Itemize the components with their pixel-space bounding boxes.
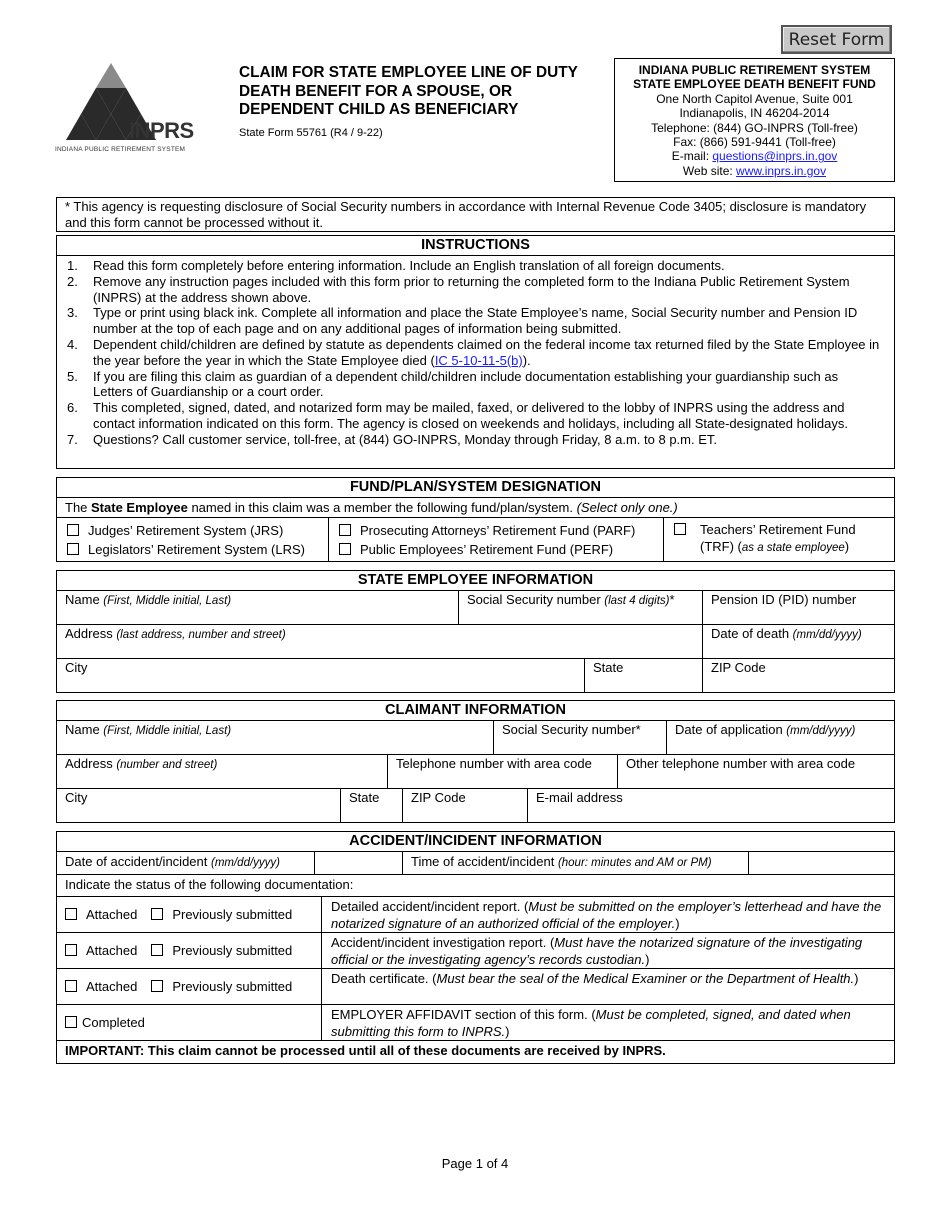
checkbox-icon[interactable] xyxy=(339,524,351,536)
doc-row-3-status xyxy=(57,969,322,1005)
agency-fund: STATE EMPLOYEE DEATH BENEFIT FUND xyxy=(633,77,876,92)
trf-label: Teachers’ Retirement Fund xyxy=(700,522,856,537)
agency-fax: Fax: (866) 591-9441 (Toll-free) xyxy=(673,135,836,150)
accident-section xyxy=(56,831,895,1064)
doc-text: Detailed accident/incident report. ( xyxy=(331,899,529,914)
instruction-item xyxy=(65,337,880,369)
checkbox-icon[interactable] xyxy=(65,908,77,920)
hint: (hour: minutes and AM or PM) xyxy=(557,857,712,869)
instruction-item xyxy=(65,400,880,432)
label: ZIP Code xyxy=(711,660,766,675)
trf-label-line2 xyxy=(674,538,894,557)
instruction-item xyxy=(65,274,880,306)
required-star: * xyxy=(669,592,675,607)
claimant-ssn-field[interactable] xyxy=(494,721,667,755)
claimant-other-phone-field[interactable] xyxy=(618,755,894,789)
form-header xyxy=(239,64,609,139)
agency-contact-box xyxy=(614,58,895,182)
hint: (mm/dd/yyyy) xyxy=(210,857,280,869)
label: Attached xyxy=(86,943,138,958)
label: State xyxy=(349,790,380,805)
agency-name: INDIANA PUBLIC RETIREMENT SYSTEM xyxy=(638,63,871,77)
fund-desc-mid: named in this claim was a member the following fund/plan/system. xyxy=(187,500,577,515)
trf-line2: (TRF) ( xyxy=(700,539,742,554)
employee-name-field[interactable] xyxy=(57,591,459,625)
instruction-number: 1. xyxy=(67,258,78,273)
instruction-text-end: ). xyxy=(522,352,531,368)
fund-col-3 xyxy=(664,518,894,561)
completed-checkbox[interactable] xyxy=(65,1015,145,1031)
hint: (number and street) xyxy=(116,759,218,771)
hint: (First, Middle initial, Last) xyxy=(103,725,232,737)
previously-submitted-checkbox[interactable] xyxy=(151,907,292,923)
doc-text: Accident/incident investigation report. ( xyxy=(331,935,555,950)
claimant-title: CLAIMANT INFORMATION xyxy=(57,701,894,721)
label: State xyxy=(593,660,624,675)
checkbox-jrs[interactable] xyxy=(67,521,328,540)
email-label: E-mail: xyxy=(671,149,713,164)
employee-state-field[interactable] xyxy=(585,659,703,692)
label: City xyxy=(65,790,88,805)
inprs-logo xyxy=(55,62,194,157)
instruction-number: 2. xyxy=(67,273,78,289)
accident-time-label xyxy=(403,852,749,875)
instruction-item xyxy=(65,432,880,448)
trf-italic: as a state employee xyxy=(741,542,845,554)
jrs-label: Judges’ Retirement System (JRS) xyxy=(88,523,284,538)
doc-close: ) xyxy=(854,971,859,986)
label: Date of accident/incident xyxy=(65,854,211,869)
fund-col-1 xyxy=(57,518,329,561)
instruction-text: Dependent child/children are defined by statute as dependents claimed on the federal income tax returned filed by the State Employee in the year before the year in which the State Employee died ( xyxy=(93,336,880,368)
checkbox-icon[interactable] xyxy=(674,523,686,535)
doc-row-1-status xyxy=(57,897,322,933)
email-link[interactable]: questions@inprs.in.gov xyxy=(712,149,838,164)
doc-italic: Must be submitted on the employer’s letterhead and have the notarized signature of an authorized official of the employer. xyxy=(331,899,882,931)
claimant-email-field[interactable] xyxy=(528,789,894,822)
fund-description xyxy=(57,498,894,518)
instructions-list xyxy=(57,256,894,448)
employee-title: STATE EMPLOYEE INFORMATION xyxy=(57,571,894,591)
web-label: Web site: xyxy=(682,163,737,178)
doc-text: Death certificate. ( xyxy=(331,971,437,986)
website-link[interactable]: www.inprs.in.gov xyxy=(736,163,827,178)
accident-date-label xyxy=(57,852,315,875)
checkbox-icon[interactable] xyxy=(151,944,163,956)
employee-ssn-field[interactable] xyxy=(459,591,703,625)
checkbox-icon[interactable] xyxy=(339,543,351,555)
label: Address xyxy=(65,626,117,641)
instruction-item xyxy=(65,369,880,401)
trf-close: ) xyxy=(844,539,850,554)
reset-form-button[interactable]: Reset Form xyxy=(781,25,892,54)
doc-italic: Must bear the seal of the Medical Examiner or the Department of Health. xyxy=(436,971,855,986)
label: Time of accident/incident xyxy=(411,854,558,869)
doc-close: ) xyxy=(675,915,680,931)
claimant-city-field[interactable] xyxy=(57,789,341,822)
date-of-death-field[interactable] xyxy=(703,625,894,659)
instruction-text: Remove any instruction pages included with this form prior to returning the completed form to the Indiana Public Retirement System (INPRS) at the address shown above. xyxy=(93,273,850,305)
label: Telephone number with area code xyxy=(396,756,592,771)
label: City xyxy=(65,660,88,675)
claimant-state-field[interactable] xyxy=(341,789,403,822)
checkbox-icon[interactable] xyxy=(151,908,163,920)
employee-city-field[interactable] xyxy=(57,659,585,692)
claimant-name-field[interactable] xyxy=(57,721,494,755)
attached-checkbox[interactable] xyxy=(65,907,137,923)
accident-time-input[interactable] xyxy=(749,852,894,875)
form-number: State Form 55761 (R4 / 9-22) xyxy=(239,126,383,139)
checkbox-parf[interactable] xyxy=(339,521,663,540)
accident-date-input[interactable] xyxy=(315,852,403,875)
label: Social Security number* xyxy=(502,722,641,737)
claimant-phone-field[interactable] xyxy=(388,755,618,789)
doc-row-4-status xyxy=(57,1005,322,1041)
fund-title: FUND/PLAN/SYSTEM DESIGNATION xyxy=(57,478,894,498)
doc-row-2-status xyxy=(57,933,322,969)
instruction-item xyxy=(65,258,880,274)
fund-desc-italic: (Select only one.) xyxy=(576,500,678,515)
checkbox-perf[interactable] xyxy=(339,540,663,559)
agency-email-line xyxy=(615,149,894,163)
important-notice: IMPORTANT: This claim cannot be processed until all of these documents are received by INPRS. xyxy=(65,1043,666,1058)
instruction-item xyxy=(65,305,880,337)
instruction-number: 7. xyxy=(67,431,78,447)
label: Attached xyxy=(86,979,138,994)
hint: (First, Middle initial, Last) xyxy=(103,595,232,607)
label: Pension ID (PID) number xyxy=(711,592,857,607)
checkbox-icon[interactable] xyxy=(67,524,79,536)
instruction-number: 3. xyxy=(67,305,78,321)
hint: (last 4 digits) xyxy=(604,595,670,607)
doc-row-4-description xyxy=(322,1005,894,1041)
fund-col-2 xyxy=(329,518,664,561)
agency-web-line xyxy=(615,164,894,178)
fund-desc-pre: The xyxy=(65,500,92,515)
page-number: Page 1 of 4 xyxy=(441,1156,509,1171)
claimant-zip-field[interactable] xyxy=(403,789,528,822)
hint: (mm/dd/yyyy) xyxy=(786,725,856,737)
fund-desc-bold: State Employee xyxy=(91,500,188,515)
label: Attached xyxy=(86,907,138,922)
doc-italic: Must have the notarized signature of the investigating official or the investigating agency’s records custodian. xyxy=(331,935,863,967)
statute-link[interactable]: IC 5-10-11-5(b) xyxy=(434,352,523,368)
perf-label: Public Employees’ Retirement Fund (PERF) xyxy=(360,542,614,557)
label: Address xyxy=(65,756,117,771)
label: Completed xyxy=(82,1015,145,1030)
doc-close: ) xyxy=(645,951,650,967)
checkbox-icon[interactable] xyxy=(65,944,77,956)
instruction-number: 6. xyxy=(67,400,78,416)
label: E-mail address xyxy=(536,790,623,805)
label: Previously submitted xyxy=(172,907,293,922)
checkbox-icon[interactable] xyxy=(67,543,79,555)
claimant-section xyxy=(56,700,895,823)
employee-pid-field[interactable] xyxy=(703,591,894,625)
form-title: CLAIM FOR STATE EMPLOYEE LINE OF DUTY DEATH BENEFIT FOR A SPOUSE, OR DEPENDENT CHILD AS BENEFICIARY xyxy=(239,64,578,118)
documentation-status-label: Indicate the status of the following documentation: xyxy=(57,875,894,897)
accident-title: ACCIDENT/INCIDENT INFORMATION xyxy=(57,832,894,852)
label: ZIP Code xyxy=(411,790,466,805)
instruction-number: 4. xyxy=(67,336,78,352)
state-employee-section xyxy=(56,570,895,693)
instruction-text: Type or print using black ink. Complete all information and place the State Employee’s name, Social Security number and Pension ID number at the top of each page and on any additional pages of information being submitted. xyxy=(93,305,858,337)
doc-row-2-description xyxy=(322,933,894,969)
logo-subtext: INDIANA PUBLIC RETIREMENT SYSTEM xyxy=(55,146,186,153)
label: Previously submitted xyxy=(172,943,293,958)
checkbox-trf[interactable] xyxy=(674,521,894,538)
doc-row-1-description xyxy=(322,897,894,933)
label: Other telephone number with area code xyxy=(626,756,856,771)
label: Social Security number xyxy=(467,592,605,607)
label: Date of death xyxy=(711,626,793,641)
employee-zip-field[interactable] xyxy=(703,659,894,692)
previously-submitted-checkbox[interactable] xyxy=(151,943,292,959)
employee-address-field[interactable] xyxy=(57,625,703,659)
instruction-number: 5. xyxy=(67,368,78,384)
label: Name xyxy=(65,722,104,737)
lrs-label: Legislators’ Retirement System (LRS) xyxy=(88,542,305,557)
attached-checkbox[interactable] xyxy=(65,943,137,959)
label: Name xyxy=(65,592,104,607)
checkbox-icon[interactable] xyxy=(65,1016,77,1028)
fund-designation-section xyxy=(56,477,895,562)
checkbox-icon[interactable] xyxy=(65,980,77,992)
attached-checkbox[interactable] xyxy=(65,979,137,995)
hint: (mm/dd/yyyy) xyxy=(792,629,862,641)
doc-row-3-description xyxy=(322,969,894,1005)
previously-submitted-checkbox[interactable] xyxy=(151,979,292,995)
checkbox-icon[interactable] xyxy=(151,980,163,992)
ssn-disclosure-notice: * This agency is requesting disclosure of Social Security numbers in accordance with Internal Revenue Code 3405; disclosure is mandatory and this form cannot be processed without it. xyxy=(56,197,895,232)
instruction-text: If you are filing this claim as guardian of a dependent child/children include documentation establishing your guardianship such as Letters of Guardianship or a court order. xyxy=(93,368,839,400)
instruction-text: Questions? Call customer service, toll-free, at (844) GO-INPRS, Monday through Friday, 8 a.m. to 8 p.m. ET. xyxy=(93,431,717,447)
date-of-application-field[interactable] xyxy=(667,721,894,755)
doc-text: EMPLOYER AFFIDAVIT section of this form. ( xyxy=(331,1007,596,1022)
parf-label: Prosecuting Attorneys’ Retirement Fund (PARF) xyxy=(360,523,636,538)
checkbox-lrs[interactable] xyxy=(67,540,328,559)
label: Date of application xyxy=(675,722,787,737)
instruction-text: This completed, signed, dated, and notarized form may be mailed, faxed, or delivered to the lobby of INPRS using the address and contact information indicated on this form. The agency is closed on weekends and holidays, including all State-designated holidays. xyxy=(93,400,848,431)
hint: (last address, number and street) xyxy=(116,629,286,641)
agency-address-line1: One North Capitol Avenue, Suite 001 xyxy=(656,91,853,106)
agency-telephone: Telephone: (844) GO-INPRS (Toll-free) xyxy=(651,120,858,135)
doc-italic: Must be completed, signed, and dated when submitting this form to INPRS. xyxy=(331,1007,851,1039)
agency-address-line2: Indianapolis, IN 46204-2014 xyxy=(679,106,830,121)
instructions-section xyxy=(56,235,895,469)
label: Previously submitted xyxy=(172,979,293,994)
doc-close: ) xyxy=(505,1023,510,1039)
instruction-text: Read this form completely before entering information. Include an English translation of all foreign documents. xyxy=(93,258,725,273)
instructions-title: INSTRUCTIONS xyxy=(57,236,894,256)
logo-wordmark: INPRS xyxy=(129,118,194,143)
claimant-address-field[interactable] xyxy=(57,755,388,789)
